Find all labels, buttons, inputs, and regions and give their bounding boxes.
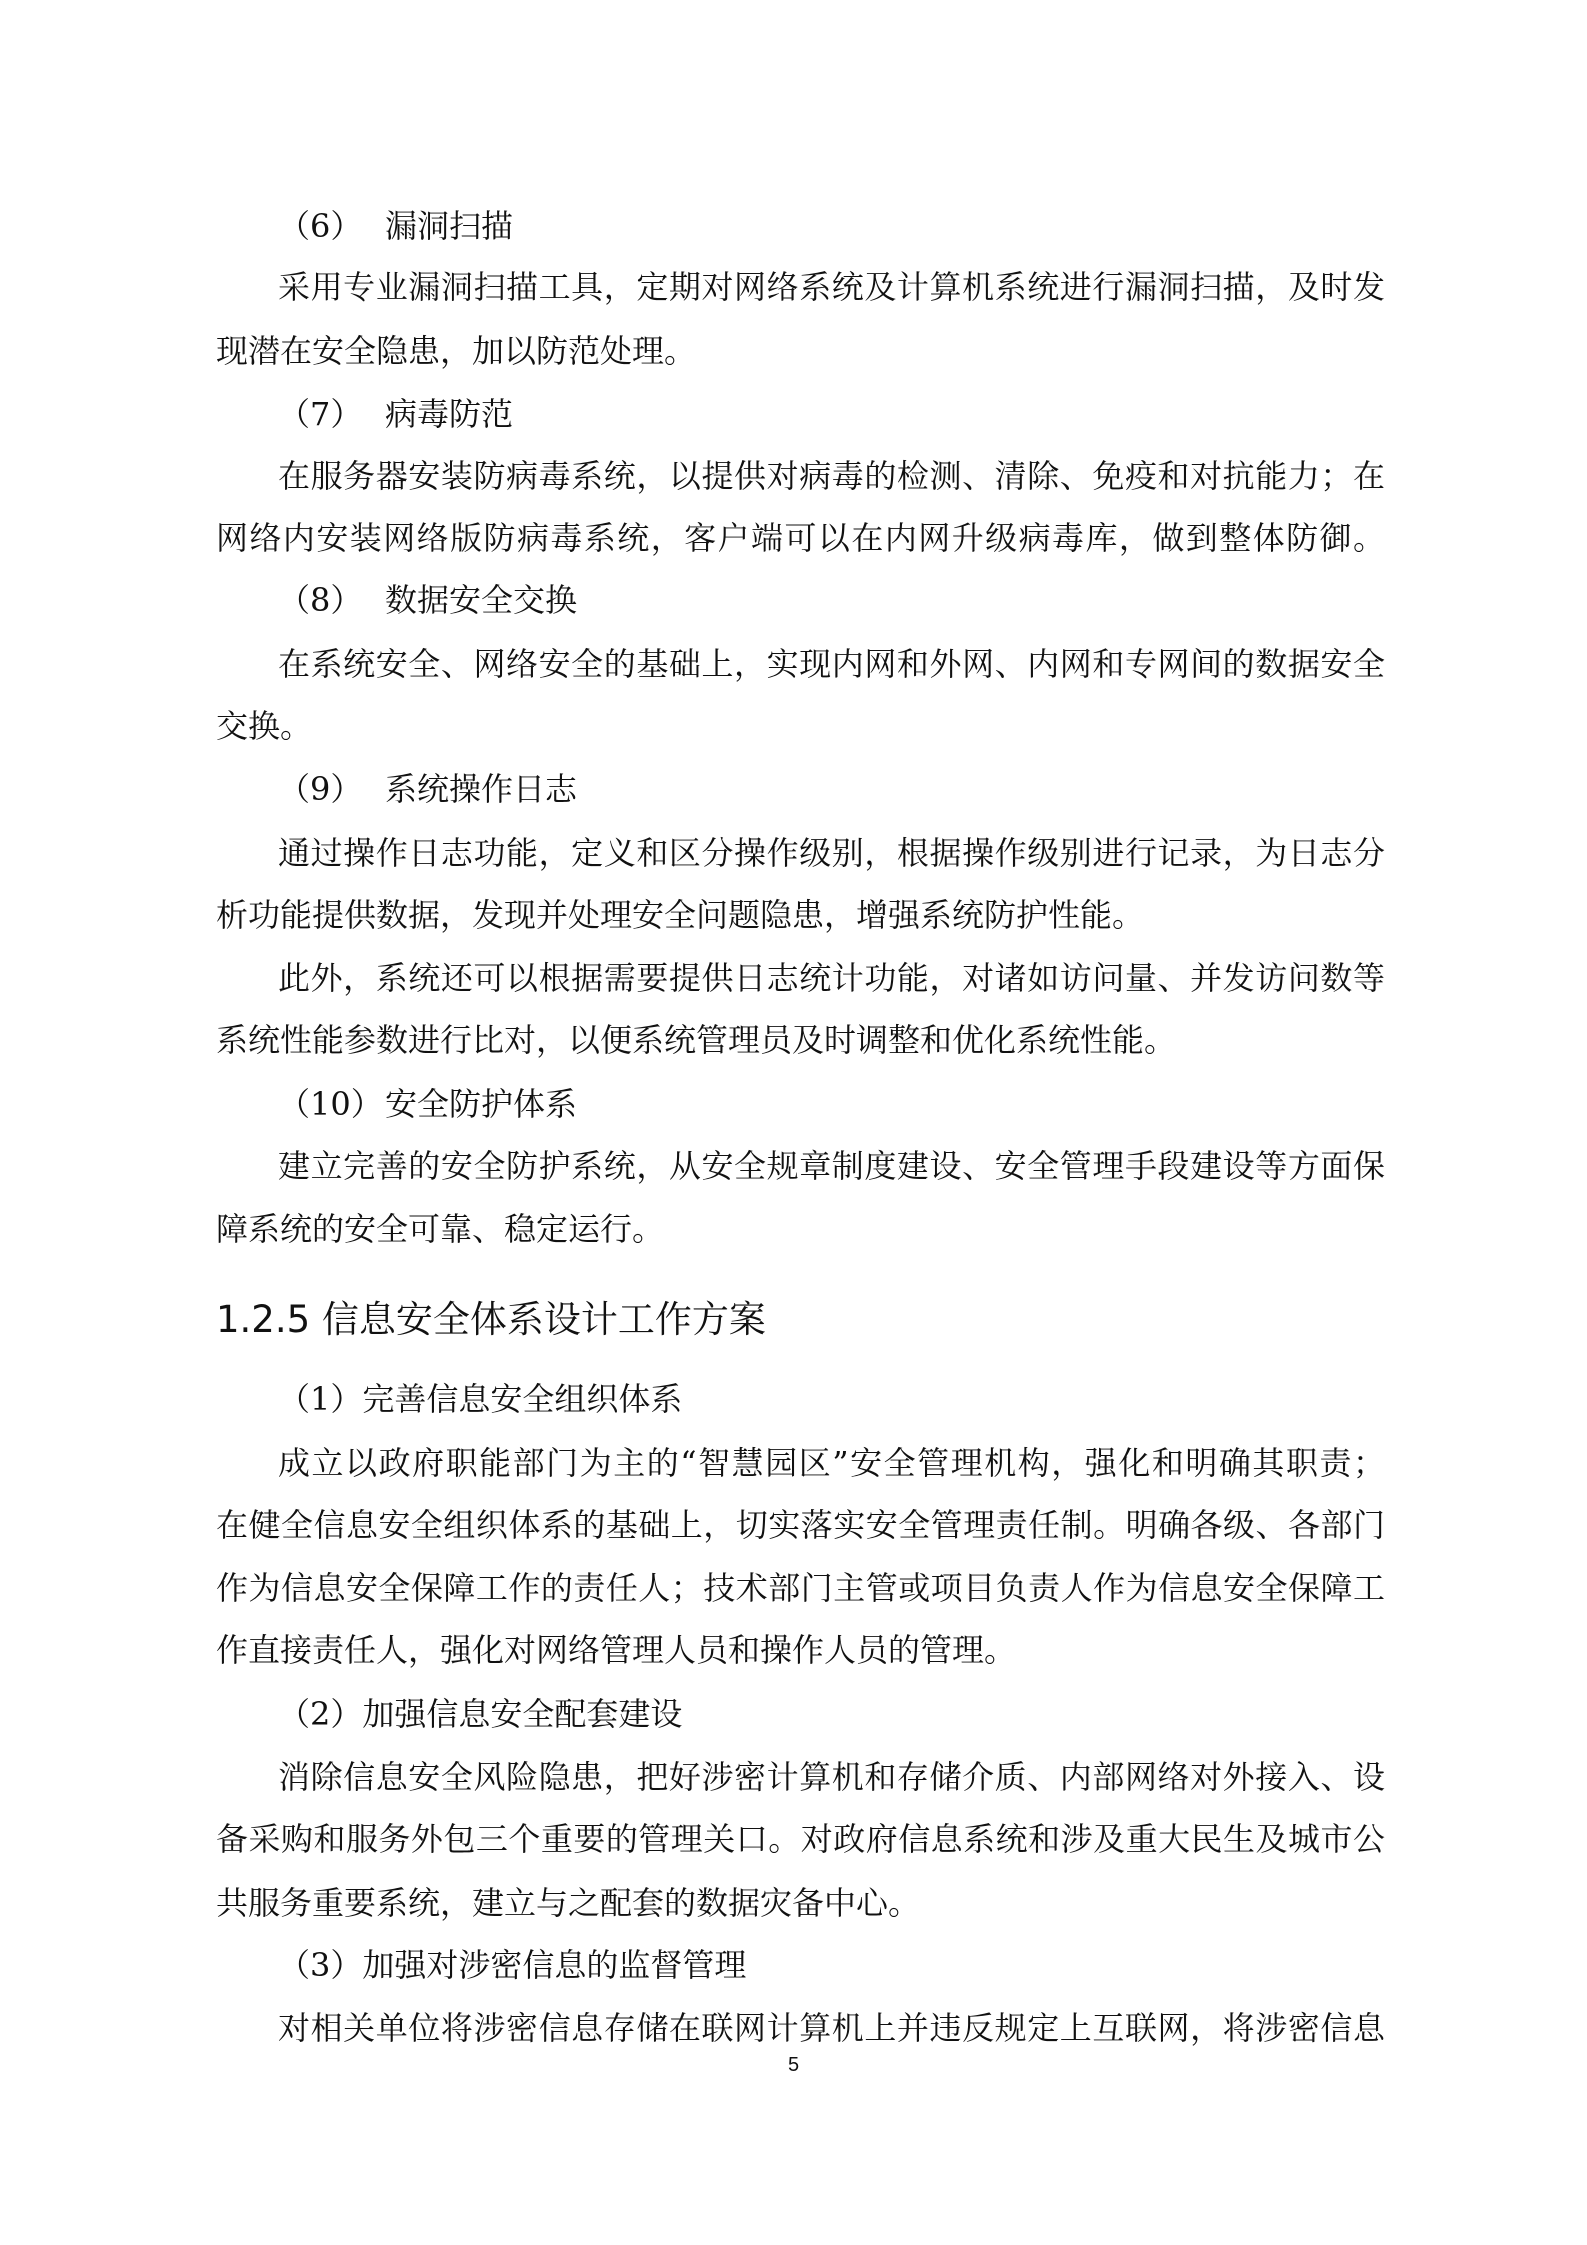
section-heading: 1.2.5 信息安全体系设计工作方案 [216,1298,766,1341]
paragraph-line: 在系统安全、网络安全的基础上，实现内网和外网、内网和专网间的数据安全 [278,645,1385,683]
item-number: （8） [278,581,363,619]
item-number: （6） [278,207,363,245]
numbered-item [278,580,1385,620]
numbered-item [278,206,1385,246]
paragraph-line: 交换。 [216,707,313,745]
item-number: （10） [278,1085,383,1123]
item-title: 安全防护体系 [385,1085,578,1123]
page-number: 5 [787,2054,800,2076]
item-title: 漏洞扫描 [385,207,514,245]
paragraph-line: 通过操作日志功能，定义和区分操作级别，根据操作级别进行记录，为日志分 [278,834,1385,872]
paragraph-line: 障系统的安全可靠、稳定运行。 [216,1210,665,1248]
numbered-item [278,1084,1385,1124]
paragraph-line: 采用专业漏洞扫描工具，定期对网络系统及计算机系统进行漏洞扫描，及时发 [278,268,1385,306]
item-number: （7） [278,395,363,433]
paragraph-line: 作直接责任人，强化对网络管理人员和操作人员的管理。 [216,1631,1017,1669]
paragraph-line: （2）加强信息安全配套建设 [278,1695,683,1733]
paragraph-line: 此外，系统还可以根据需要提供日志统计功能，对诸如访问量、并发访问数等 [278,959,1385,997]
paragraph-line: 建立完善的安全防护系统，从安全规章制度建设、安全管理手段建设等方面保 [278,1147,1385,1185]
paragraph-line: 系统性能参数进行比对，以便系统管理员及时调整和优化系统性能。 [216,1021,1177,1059]
item-title: 数据安全交换 [385,581,578,619]
paragraph-line: （3）加强对涉密信息的监督管理 [278,1946,747,1984]
paragraph-line: 消除信息安全风险隐患，把好涉密计算机和存储介质、内部网络对外接入、设 [278,1758,1385,1796]
paragraph-line: 在服务器安装防病毒系统，以提供对病毒的检测、清除、免疫和对抗能力；在 [278,457,1385,495]
paragraph-line: 成立以政府职能部门为主的“智慧园区”安全管理机构，强化和明确其职责； [278,1444,1385,1482]
paragraph-line: 作为信息安全保障工作的责任人；技术部门主管或项目负责人作为信息安全保障工 [216,1569,1385,1607]
paragraph-line: 析功能提供数据，发现并处理安全问题隐患，增强系统防护性能。 [216,896,1145,934]
paragraph-line: 对相关单位将涉密信息存储在联网计算机上并违反规定上互联网，将涉密信息 [278,2009,1385,2047]
paragraph-line: 网络内安装网络版防病毒系统，客户端可以在内网升级病毒库，做到整体防御。 [216,519,1385,557]
paragraph-line: 在健全信息安全组织体系的基础上，切实落实安全管理责任制。明确各级、各部门 [216,1506,1385,1544]
numbered-item [278,769,1385,809]
item-title: 病毒防范 [385,395,514,433]
paragraph-line: 共服务重要系统，建立与之配套的数据灾备中心。 [216,1884,921,1922]
item-title: 系统操作日志 [385,770,578,808]
paragraph-line: （1）完善信息安全组织体系 [278,1380,683,1418]
item-number: （9） [278,770,363,808]
paragraph-line: 现潜在安全隐患，加以防范处理。 [216,332,697,370]
paragraph-line: 备采购和服务外包三个重要的管理关口。对政府信息系统和涉及重大民生及城市公 [216,1820,1385,1858]
numbered-item [278,394,1385,434]
